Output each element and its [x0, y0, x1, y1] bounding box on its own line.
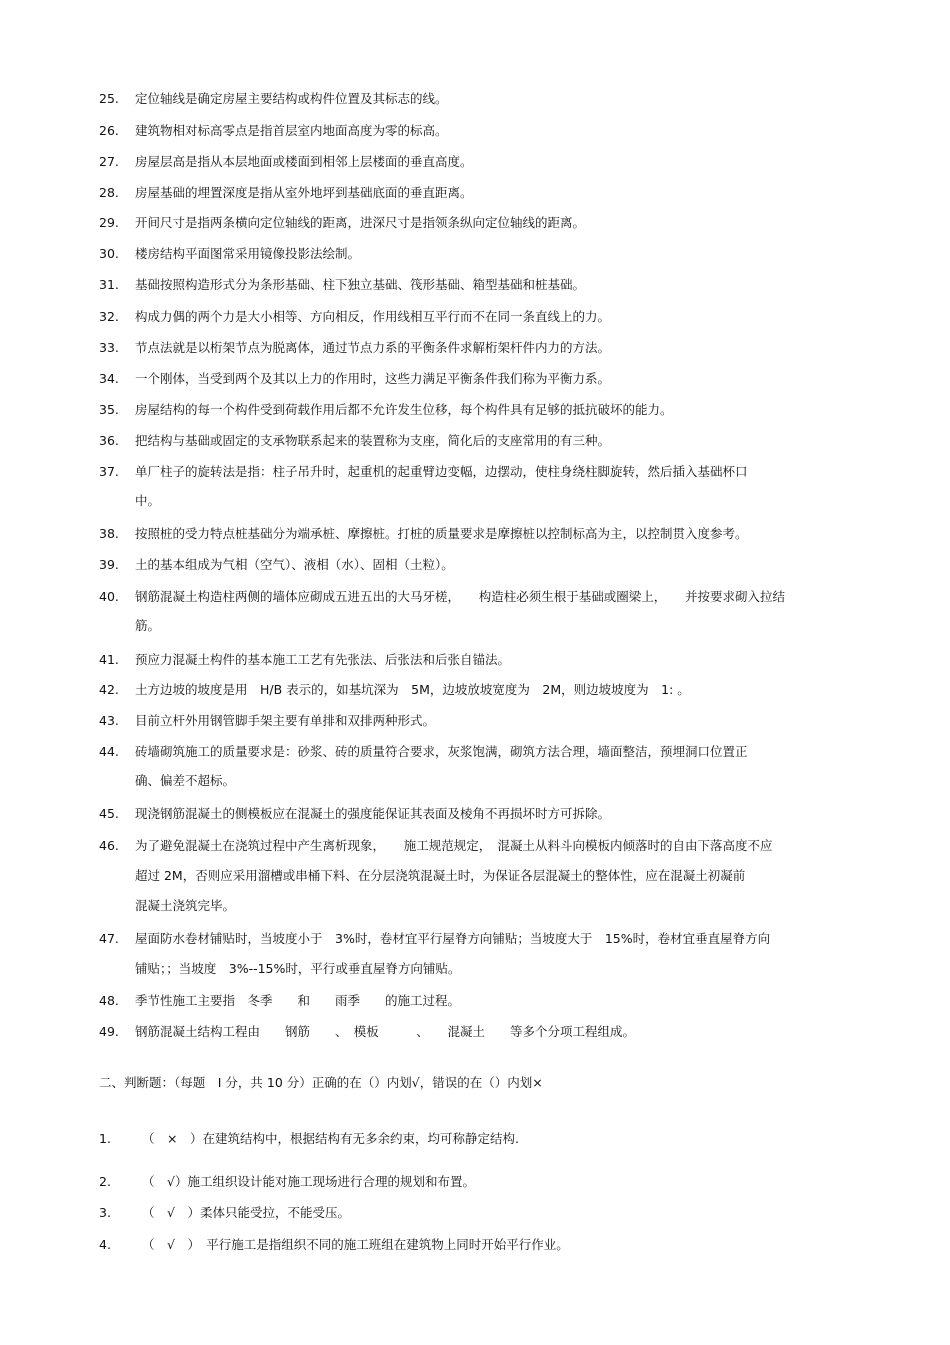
- question-text: 房屋结构的每一个构件受到荷载作用后都不允许发生位移，每个构件具有足够的抵抗破坏的能力。: [135, 402, 673, 417]
- section-heading-judgement: 二、判断题：（每题 I 分，共 10 分）正确的在（）内划√，错误的在（）内划×: [99, 1075, 543, 1090]
- question-text: 钢筋混凝土构造柱两侧的墙体应砌成五进五出的大马牙槎， 构造柱必须生根于基础或圈梁上， 并按要求砌入拉结: [135, 589, 786, 604]
- judge-text: （ √）施工组织设计能对施工现场进行合理的规划和布置。: [142, 1174, 475, 1189]
- question-text: 季节性施工主要指 冬季 和 雨季 的施工过程。: [135, 993, 461, 1008]
- question-40-continuation: 筋。: [135, 618, 161, 633]
- question-text: 土方边坡的坡度是用 H/B 表示的，如基坑深为 5M，边坡放坡宽度为 2M，则边坡坡度为 1: 。: [135, 682, 690, 697]
- question-46-continuation-2: 混凝土浇筑完毕。: [135, 898, 236, 913]
- question-text: 把结构与基础或固定的支承物联系起来的装置称为支座，简化后的支座常用的有三种。: [135, 433, 611, 448]
- question-text: 屋面防水卷材铺贴时，当坡度小于 3%时，卷材宜平行屋脊方向铺贴；当坡度大于 15%时，卷材宜垂直屋脊方向: [135, 931, 771, 946]
- question-37-continuation: 中。: [135, 493, 161, 508]
- judge-text: （ √ ） 平行施工是指组织不同的施工班组在建筑物上同时开始平行作业。: [142, 1237, 569, 1252]
- question-text: 房屋层高是指从本层地面或楼面到相邻上层楼面的垂直高度。: [135, 154, 473, 169]
- question-text: 按照桩的受力特点桩基础分为端承桩、摩擦桩。打桩的质量要求是摩擦桩以控制标高为主，以控制贯入度参考。: [135, 526, 748, 541]
- question-text: 目前立杆外用钢管脚手架主要有单排和双排两种形式。: [135, 713, 436, 728]
- question-text: 预应力混凝土构件的基本施工工艺有先张法、后张法和后张自锚法。: [135, 652, 511, 667]
- question-text: 钢筋混凝土结构工程由 钢筋 、 模板 、 混凝土 等多个分项工程组成。: [135, 1024, 636, 1039]
- question-text: 一个刚体，当受到两个及其以上力的作用时，这些力满足平衡条件我们称为平衡力系。: [135, 371, 611, 386]
- judge-text: （ × ）在建筑结构中，根据结构有无多余约束，均可称静定结构.: [142, 1131, 519, 1146]
- question-text: 基础按照构造形式分为条形基础、柱下独立基础、筏形基础、箱型基础和桩基础。: [135, 277, 586, 292]
- judge-text: （ √ ）柔体只能受拉，不能受压。: [142, 1205, 350, 1220]
- question-text: 楼房结构平面图常采用镜像投影法绘制。: [135, 246, 361, 261]
- question-47-continuation: 铺贴；；当坡度 3%--15%时，平行或垂直屋脊方向铺贴。: [135, 961, 461, 976]
- question-text: 房屋基础的埋置深度是指从室外地坪到基础底面的垂直距离。: [135, 185, 473, 200]
- question-text: 构成力偶的两个力是大小相等、方向相反，作用线相互平行而不在同一条直线上的力。: [135, 309, 611, 324]
- question-text: 土的基本组成为气相（空气）、液相（水）、固相（土粒）。: [135, 557, 454, 572]
- question-text: 单厂柱子的旋转法是指：柱子吊升时，起重机的起重臂边变幅，边摆动，使柱身绕柱脚旋转，然后插入基础杯口: [135, 464, 748, 479]
- question-44-continuation: 确、偏差不超标。: [135, 773, 236, 788]
- question-text: 节点法就是以桁架节点为脱离体，通过节点力系的平衡条件求解桁架杆件内力的方法。: [135, 340, 611, 355]
- question-text: 定位轴线是确定房屋主要结构或构件位置及其标志的线。: [135, 91, 448, 106]
- question-text: 砖墙砌筑施工的质量要求是：砂浆、砖的质量符合要求，灰浆饱满，砌筑方法合理，墙面整洁，预埋洞口位置正: [135, 744, 748, 759]
- question-text: 为了避免混凝土在浇筑过程中产生离析现象， 施工规范规定， 混凝土从料斗向模板内倾落时的自由下落高度不应: [135, 838, 773, 853]
- document-page: 25. 定位轴线是确定房屋主要结构或构件位置及其标志的线。 26. 建筑物相对标高零点是指首层室内地面高度为零的标高。 27. 房屋层高是指从本层地面或楼面到相邻上层楼面的垂直高度。 28. 房屋基础的埋置深度是指从室外地坪到基础底面的垂直距离。 29. 开间尺寸是指两条横向定位轴线的距离，进深尺寸是指领条纵向定位轴线的距离。 30. 楼房结构平面图常采用镜像投影法绘制。 31. 基础按照构造形式分为条形基础、柱下独立基础、筏形基础、箱型基础和桩基础。 32. 构成力偶的两个力是大小相等、方向相反，作用线相互平行而不在同一条直线上的力。 33. 节点法就是以桁架节点为脱离体，通过节点力系的平衡条件求解桁架杆件内力的方法。 34. 一个刚体，当受到两个及其以上力的作用时，这些力满足平衡条件我们称为平衡力系。 35. 房屋结构的每一个构件受到荷载作用后都不允许发生位移，每个构件具有足够的抵抗破坏的能力。 36. 把结构与基础或固定的支承物联系起来的装置称为支座，简化后的支座常用的有三种。 37. 单厂柱子的旋转法是指：柱子吊升时，起重机的起重臂边变幅，边摆动，使柱身绕柱脚旋转，然后插入基础杯口 中。 38. 按照桩的受力特点桩基础分为端承桩、摩擦桩。打桩的质量要求是摩擦桩以控制标高为主，以控制贯入度参考。 39. 土的基本组成为气相（空气）、液相（水）、固相（土粒）。 40. 钢筋混凝土构造柱两侧的墙体应砌成五进五出的大马牙槎， 构造柱必须生根于基础或圈梁上， 并按要求砌入拉结 筋。 41. 预应力混凝土构件的基本施工工艺有先张法、后张法和后张自锚法。 42. 土方边坡的坡度是用 H/B 表示的，如基坑深为 5M，边坡放坡宽度为 2M，则边坡坡度为 1: 。 43. 目前立杆外用钢管脚手架主要有单排和双排两种形式。 44. 砖墙砌筑施工的质量要求是：砂浆、砖的质量符合要求，灰浆饱满，砌筑方法合理，墙面整洁，预埋洞口位置正 确、偏差不超标。 45. 现浇钢筋混凝土的侧模板应在混凝土的强度能保证其表面及棱角不再损坏时方可拆除。 46. 为了避免混凝土在浇筑过程中产生离析现象， 施工规范规定， 混凝土从料斗向模板内倾落时的自由下落高度不应 超过 2M，否则应采用溜槽或串桶下料、在分层浇筑混凝土时，为保证各层混凝土的整体性，应在混凝土初凝前 混凝土浇筑完毕。 47. 屋面防水卷材铺贴时，当坡度小于 3%时，卷材宜平行屋脊方向铺贴；当坡度大于 15%时，卷材宜垂直屋脊方向 铺贴；；当坡度 3%--15%时，平行或垂直屋脊方向铺贴。 48. 季节性施工主要指 冬季 和 雨季 的施工过程。 49. 钢筋混凝土结构工程由 钢筋 、 模板 、 混凝土 等多个分项工程组成。 二、判断题：（每题 I 分，共 10 分）正确的在（）内划√，错误的在（）内划× 1. （ × ）在建筑结构中，根据结构有无多余约束，均可称静定结构. 2. （ √）施工组织设计能对施工现场进行合理的规划和布置。 3. （ √ ）柔体只能受拉，不能受压。 4. （ √ ） 平行施工是指组织不同的施工班组在建筑物上同时开始平行作业。: [99, 91, 786, 1252]
- question-text: 建筑物相对标高零点是指首层室内地面高度为零的标高。: [135, 123, 448, 138]
- question-46-continuation: 超过 2M，否则应采用溜槽或串桶下料、在分层浇筑混凝土时，为保证各层混凝土的整体性，应在混凝土初凝前: [135, 868, 746, 883]
- question-text: 现浇钢筋混凝土的侧模板应在混凝土的强度能保证其表面及棱角不再损坏时方可拆除。: [135, 806, 611, 821]
- question-text: 开间尺寸是指两条横向定位轴线的距离，进深尺寸是指领条纵向定位轴线的距离。: [135, 215, 586, 230]
